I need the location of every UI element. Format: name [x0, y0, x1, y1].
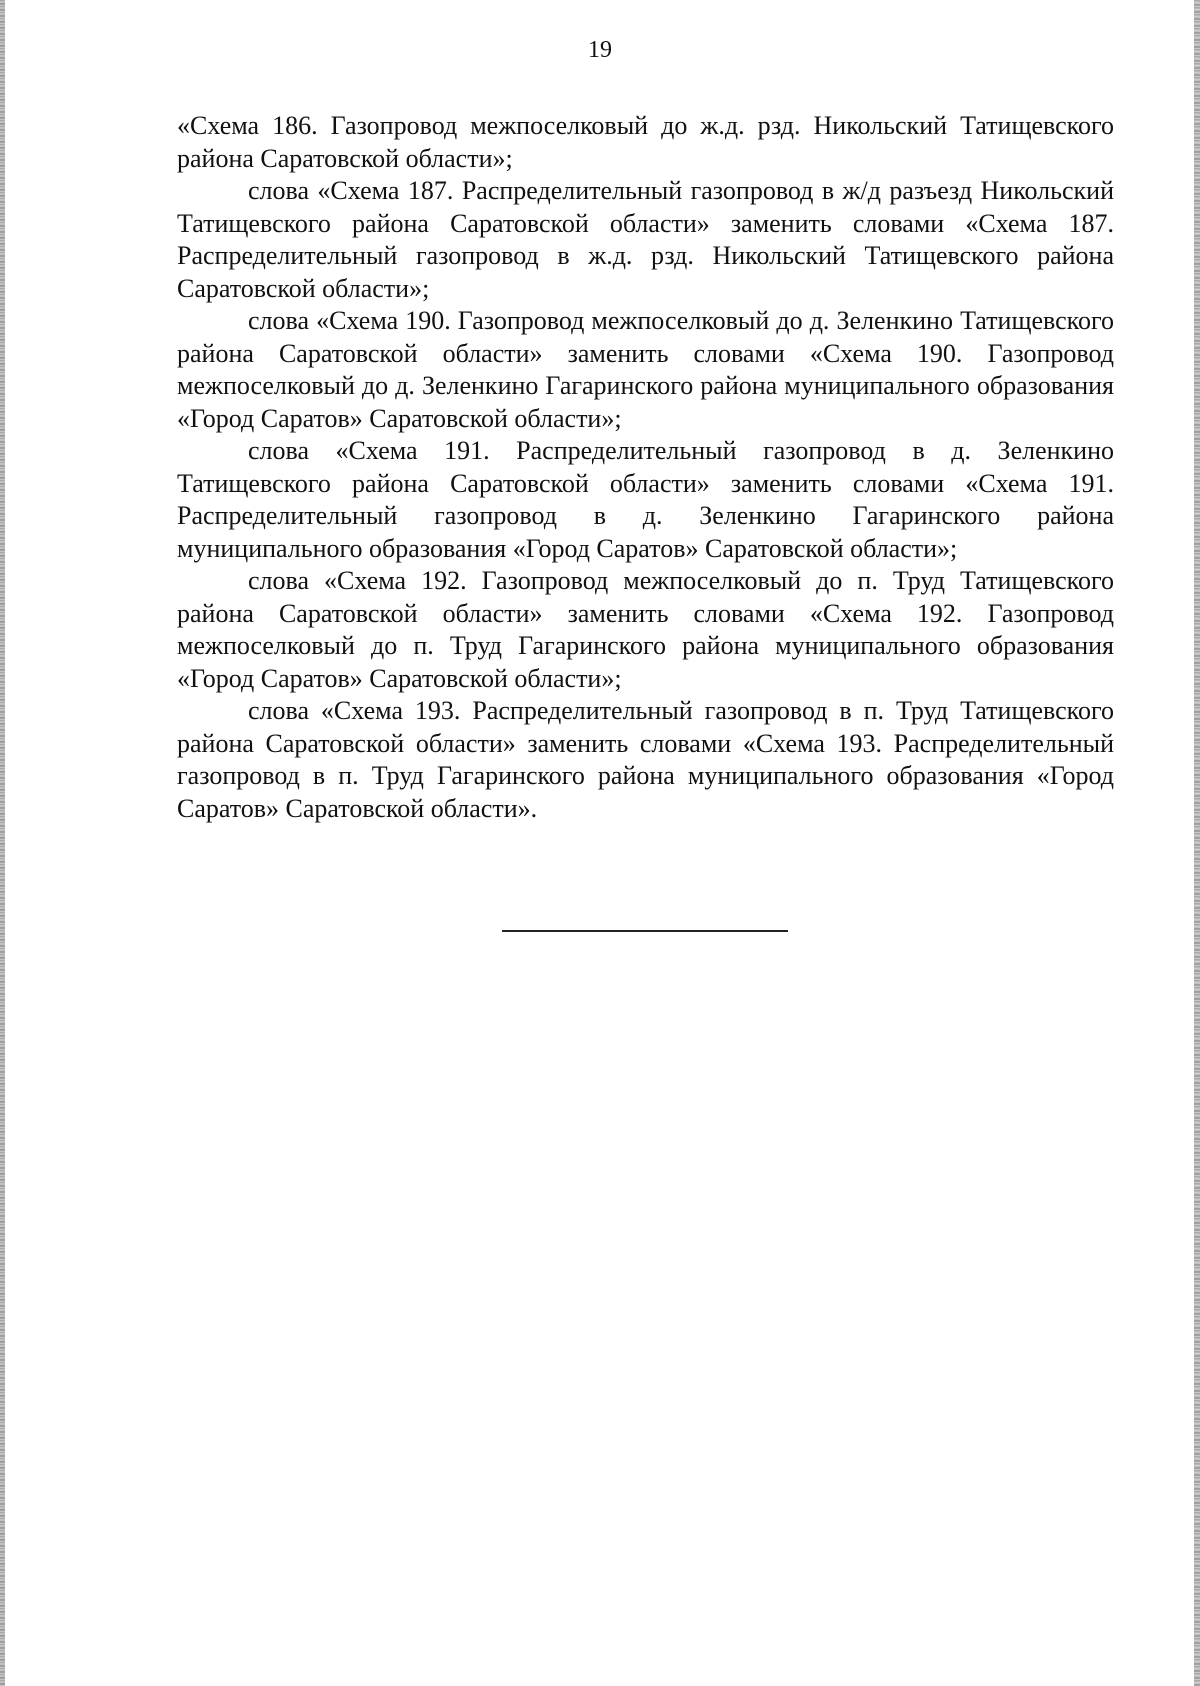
document-body — [177, 110, 1114, 825]
scan-edge-left — [0, 0, 5, 1686]
paragraph-schema-186: «Схема 186. Газопровод межпоселковый до ж.д. рзд. Никольский Татищевского района Саратовской области»; — [177, 111, 1114, 173]
scan-edge-right — [1194, 0, 1200, 1686]
paragraph-schema-190: слова «Схема 190. Газопровод межпоселковый до д. Зеленкино Татищевского района Саратовской области» заменить словами «Схема 190. Газопровод межпоселковый до д. Зеленкино Гагаринского района муниципального образования «Город Саратов» Саратовской области»; — [177, 306, 1114, 433]
paragraph-schema-191: слова «Схема 191. Распределительный газопровод в д. Зеленкино Татищевского района Саратовской области» заменить словами «Схема 191. Распределительный газопровод в д. Зеленкино Гагаринского района муниципального образования «Город Саратов» Саратовской области»; — [177, 436, 1114, 563]
paragraph-schema-192: слова «Схема 192. Газопровод межпоселковый до п. Труд Татищевского района Саратовской области» заменить словами «Схема 192. Газопровод межпоселковый до п. Труд Гагаринского района муниципального образования «Город Саратов» Саратовской области»; — [177, 566, 1114, 693]
page-number: 19 — [588, 37, 612, 63]
paragraph-schema-187: слова «Схема 187. Распределительный газопровод в ж/д разъезд Никольский Татищевского района Саратовской области» заменить словами «Схема 187. Распределительный газопровод в ж.д. рзд. Никольский Татищевского района Саратовской области»; — [177, 176, 1114, 303]
end-separator-line — [502, 930, 788, 932]
paragraph-schema-193: слова «Схема 193. Распределительный газопровод в п. Труд Татищевского района Саратовской области» заменить словами «Схема 193. Распределительный газопровод в п. Труд Гагаринского района муниципального образования «Город Саратов» Саратовской области». — [177, 696, 1114, 823]
